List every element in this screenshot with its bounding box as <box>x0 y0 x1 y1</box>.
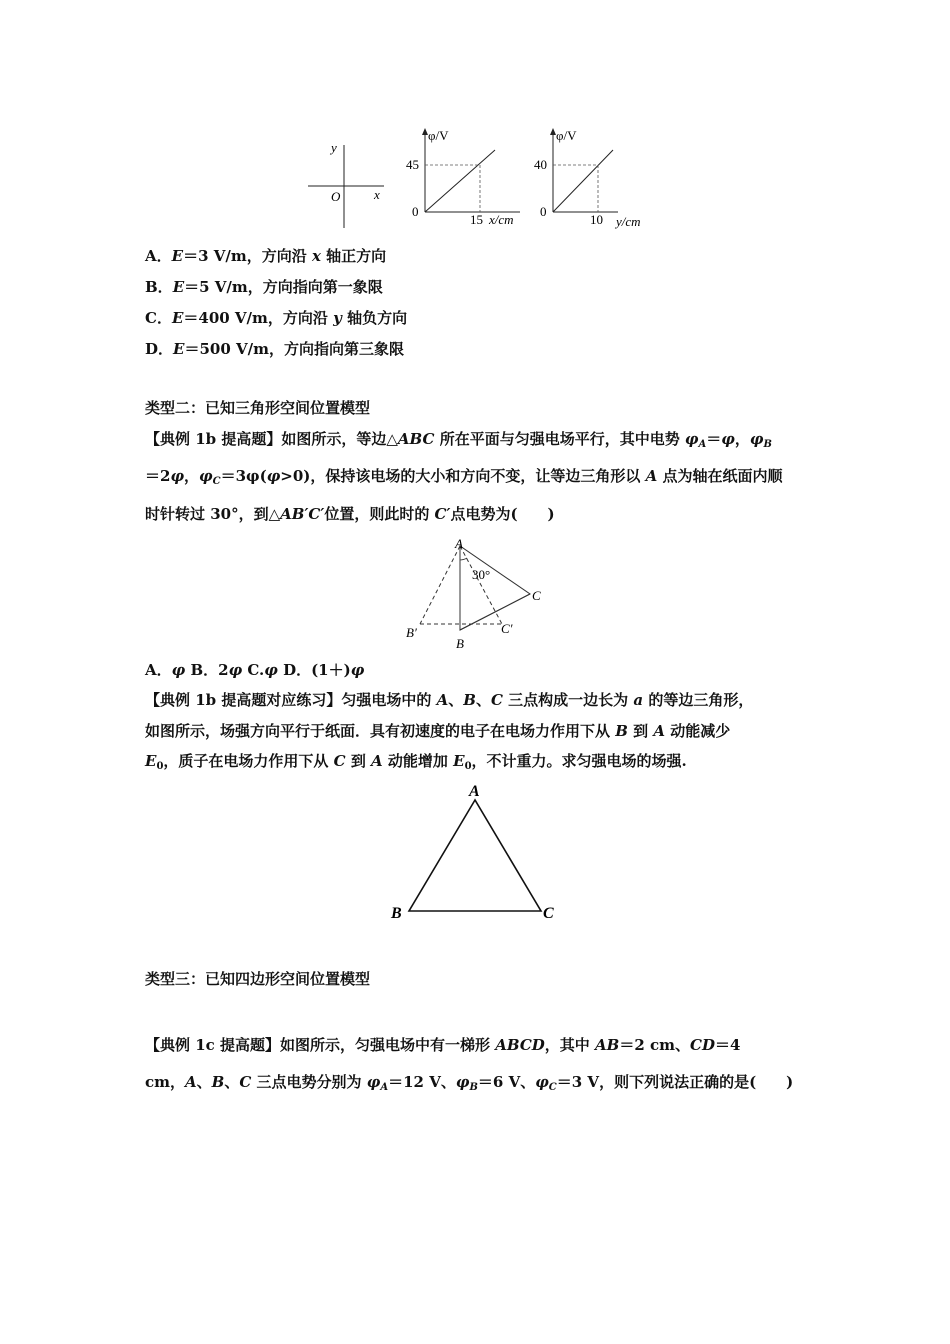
origin-label: O <box>331 189 341 204</box>
ex1b-practice-line2: 如图所示，场强方向平行于纸面．具有初速度的电子在电场力作用下从 B 到 A 动能减少 <box>145 722 731 740</box>
graph-x-xtick: 15 <box>470 212 483 227</box>
options-ex1b: A．φ B．2φ C.φ D．(1＋)φ <box>145 661 365 679</box>
option-a: A．E＝3 V/m，方向沿 x 轴正方向 <box>145 247 387 265</box>
type2-heading: 类型二：已知三角形空间位置模型 <box>145 399 371 417</box>
fig2-label-B-prime: B′ <box>406 625 417 640</box>
ex1b-line1: 【典例 1b 提高题】如图所示，等边△ABC 所在平面与匀强电场平行，其中电势 $\varphi_A=\varphi$，$\varphi_B$ <box>145 430 772 450</box>
figure-rotated-triangle <box>400 534 550 654</box>
axis-y-label: y <box>331 140 337 155</box>
fig2-label-B: B <box>456 636 464 651</box>
fig2-label-angle: 30° <box>472 567 491 582</box>
option-d: D．E＝500 V/m，方向指向第三象限 <box>145 340 404 358</box>
axis-x-label: x <box>374 187 380 202</box>
ex1b-line2: ＝2φ，$\varphi_C=3\varphi(\varphi>0)$，保持该电场的大小和方向不变，让等边三角形以 A 点为轴在纸面内顺 <box>145 467 783 487</box>
ex1c-line1: 【典例 1c 提高题】如图所示，匀强电场中有一梯形 ABCD，其中 AB＝2 cm、CD＝4 <box>145 1036 741 1054</box>
ex1c-line2: cm，A、B、C 三点电势分别为 $\varphi_A=12$ V、$\varphi_B=6$ V、$\varphi_C=3$ V，则下列说法正确的是( ) <box>145 1073 794 1093</box>
fig2-label-C-prime: C′ <box>501 621 513 636</box>
type3-heading: 类型三：已知四边形空间位置模型 <box>145 970 371 988</box>
figure-equilateral-triangle <box>385 778 570 926</box>
fig3-label-C: C <box>543 905 554 922</box>
ex1b-line3: 时针转过 30°，到△AB′C′位置，则此时的 C′点电势为( ) <box>145 505 555 523</box>
graph-y-ytick: 40 <box>534 157 547 172</box>
graph-y-zero: 0 <box>540 204 547 219</box>
graph-x-xlabel: x/cm <box>489 212 514 227</box>
graph-x-ytick: 45 <box>406 157 419 172</box>
fig3-label-B: B <box>391 905 402 922</box>
ex1b-practice-line3: $E_0$，质子在电场力作用下从 C 到 A 动能增加 $E_0$，不计重力。求匀强电场的场强. <box>145 752 687 772</box>
fig2-label-C: C <box>532 588 541 603</box>
figure-potential-graphs <box>300 120 660 235</box>
option-c: C．E＝400 V/m，方向沿 y 轴负方向 <box>145 309 408 327</box>
fig2-label-A: A <box>455 536 463 551</box>
graph-x-ylabel: φ/V <box>428 128 449 143</box>
fig3-label-A: A <box>469 783 480 800</box>
graph-y-xtick: 10 <box>590 212 603 227</box>
graph-y-xlabel: y/cm <box>616 214 641 229</box>
option-b: B．E＝5 V/m，方向指向第一象限 <box>145 278 383 296</box>
graph-y-ylabel: φ/V <box>556 128 577 143</box>
graph-x-zero: 0 <box>412 204 419 219</box>
ex1b-practice-line1: 【典例 1b 提高题对应练习】匀强电场中的 A、B、C 三点构成一边长为 a 的等边三角形， <box>145 691 754 709</box>
